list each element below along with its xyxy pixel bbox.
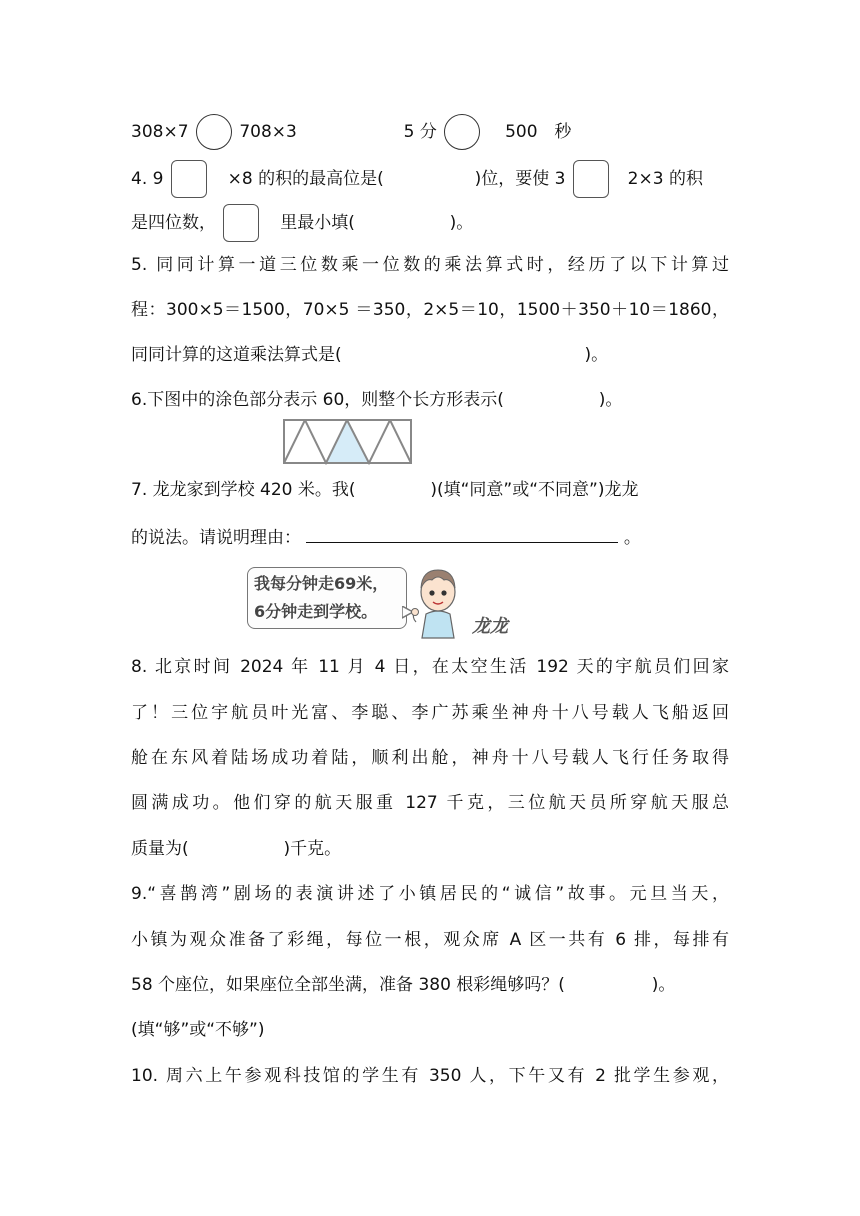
- q4-text: 4. 9: [131, 169, 164, 189]
- q4-text: 里最小填(: [280, 213, 355, 233]
- q8-line-5: [131, 836, 341, 862]
- q7-text: 7. 龙龙家到学校 420 米。我(: [131, 480, 356, 500]
- q3-compare-line: [131, 114, 571, 150]
- q4-text: )位，要使 3: [474, 169, 566, 189]
- q3-right-unit: 秒: [554, 122, 572, 142]
- q9-line-2: 小镇为观众准备了彩绳，每位一根，观众席 A 区一共有 6 排，每排有: [131, 930, 729, 950]
- q5-line-2: 程：300×5＝1500，70×5 ＝350，2×5＝10，1500＋350＋10＝1860，: [131, 300, 729, 320]
- bubble-line-1: 我每分钟走69米，: [254, 574, 389, 593]
- q7-text: 。: [623, 528, 641, 548]
- q7-line-2: [131, 522, 641, 551]
- q8-line-4: 圆满成功。他们穿的航天服重 127 千克，三位航天员所穿航天服总: [131, 793, 729, 813]
- q9-text: 58 个座位，如果座位全部坐满，准备 380 根彩绳够吗？(: [131, 975, 565, 995]
- q6-text: )。: [598, 390, 623, 410]
- q5-text: )。: [584, 345, 609, 365]
- q4-text: 是四位数，: [131, 213, 216, 233]
- q9-line-1: 9.“喜鹊湾”剧场的表演讲述了小镇居民的“诚信”故事。元旦当天，: [131, 884, 729, 904]
- q8-line-3: 舱在东风着陆场成功着陆，顺利出舱，神舟十八号载人飞行任务取得: [131, 748, 729, 768]
- q6-text: 6.下图中的涂色部分表示 60，则整个长方形表示(: [131, 390, 504, 410]
- q4-line-1: [131, 160, 703, 198]
- q9-line-4: (填“够”或“不够”): [131, 1020, 265, 1040]
- q6-rectangle-figure: [283, 419, 413, 465]
- q9-line-3: [131, 972, 675, 998]
- q3-right-a: 5 分: [403, 122, 437, 142]
- q5-text: 同同计算的这道乘法算式是(: [131, 345, 342, 365]
- boy-character-icon: [408, 562, 468, 640]
- q5-line-1: 5. 同同计算一道三位数乘一位数的乘法算式时，经历了以下计算过: [131, 255, 729, 275]
- q10-line-1: 10. 周六上午参观科技馆的学生有 350 人，下午又有 2 批学生参观，: [131, 1066, 729, 1086]
- q4-digit-box-1[interactable]: [171, 160, 207, 198]
- q7-line-1: [131, 477, 638, 503]
- q5-line-3: [131, 342, 608, 368]
- character-name-label: 龙龙: [472, 616, 508, 637]
- q7-text: 的说法。请说明理由：: [131, 528, 301, 548]
- q8-line-2: 了！三位宇航员叶光富、李聪、李广苏乘坐神舟十八号载人飞船返回: [131, 703, 729, 723]
- q6-shaded-triangle: [326, 421, 369, 463]
- q7-reason-underline[interactable]: [306, 522, 618, 543]
- bubble-line-2: 6分钟走到学校。: [254, 602, 378, 621]
- q3-right-b: 500: [505, 122, 538, 142]
- q4-line-2: [131, 204, 473, 242]
- q8-line-1: 8. 北京时间 2024 年 11 月 4 日，在太空生活 192 天的宇航员们回家: [131, 657, 729, 677]
- q3-left-b: 708×3: [239, 122, 297, 142]
- q3-compare-circle-2[interactable]: [444, 114, 480, 150]
- q6-line: [131, 387, 622, 413]
- q4-digit-box-2[interactable]: [573, 160, 609, 198]
- q8-text: )千克。: [283, 839, 342, 859]
- q3-compare-circle-1[interactable]: [196, 114, 232, 150]
- q7-speech-bubble: [247, 567, 407, 629]
- q3-left-a: 308×7: [131, 122, 189, 142]
- q4-text: )。: [449, 213, 474, 233]
- q7-text: )(填“同意”或“不同意”)龙龙: [430, 480, 639, 500]
- q4-digit-box-3[interactable]: [223, 204, 259, 242]
- q8-text: 质量为(: [131, 839, 189, 859]
- q4-text: 2×3 的积: [627, 169, 703, 189]
- q9-text: )。: [651, 975, 676, 995]
- q4-text: ×8 的积的最高位是(: [227, 169, 384, 189]
